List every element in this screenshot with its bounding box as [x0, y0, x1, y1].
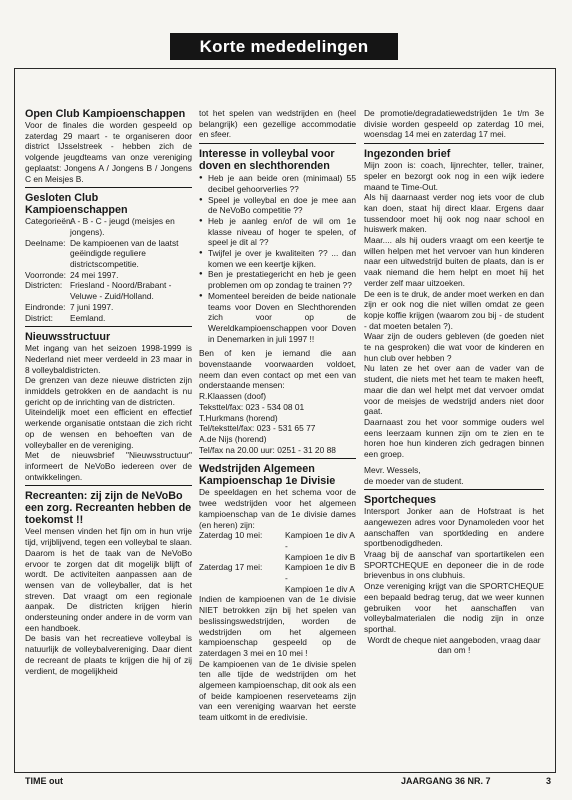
- info-row: Eindronde: 7 juni 1997.: [25, 301, 114, 312]
- contact-line: R.Klaassen (doof): [199, 391, 267, 402]
- ingezonden-brief-heading: Ingezonden brief: [364, 148, 451, 161]
- schedule-row: Kampioen 1e div A: [285, 583, 355, 594]
- list-item: ● Heb je aanleg en/of de wil om 1e klasse niveau of hoger te spelen, of speel je dit al ??: [208, 216, 356, 248]
- page-title: Korte mededelingen: [170, 33, 398, 60]
- doven-bullet-list: [199, 173, 356, 344]
- gesloten-club-heading: Gesloten Club Kampioenschappen: [25, 192, 128, 217]
- sportcheques-heading: Sportcheques: [364, 494, 436, 507]
- wedstrijden-heading: Wedstrijden Algemeen Kampioenschap 1e Divisie: [199, 463, 336, 488]
- paragraph: Mijn zoon is: coach, lijnrechter, teller, trainer, speler en bezorgt ook nog in een wijk iedere maand te Time-Out.: [364, 160, 544, 192]
- paragraph: Ben of ken je iemand die aan bovenstaande voorwaarden voldoet, neem dan even contact op met een van onderstaande mensen:: [199, 348, 356, 391]
- divider: [364, 143, 544, 144]
- paragraph: tot het spelen van wedstrijden en (heel belangrijk) een gezellige accommodatie en sfeer.: [199, 108, 356, 140]
- divider: [364, 489, 544, 490]
- contact-line: Teksttel/fax: 023 - 534 08 01: [199, 401, 305, 412]
- paragraph: Vraag bij de aanschaf van sportartikelen een SPORTCHEQUE en deponeer die in de rode brievenbus in ons clubhuis.: [364, 549, 544, 581]
- paragraph: De promotie/degradatiewedstrijden 1e t/m 3e divisie worden gespeeld op zaterdag 10 mei, woensdag 14 mei en zaterdag 17 mei.: [364, 108, 544, 140]
- info-row: Deelname: De kampioenen van de laatst geëindigde reguliere districtscompetitie.: [25, 237, 179, 270]
- open-club-text: Voor de finales die worden gespeeld op zaterdag 29 maart - te organiseren door district IJsselstreek - hebben zich de volgende jeugdteams van onze vereniging geplaatst: Jongens A / Jongens B / Jongens C en Meisjes B.: [25, 120, 192, 184]
- info-row: District: Eemland.: [25, 312, 106, 323]
- signature-role: de moeder van de student.: [364, 475, 464, 486]
- schedule-row: Zaterdag 17 mei: Kampioen 1e div B -: [199, 562, 356, 584]
- paragraph: Als hij daarnaast verder nog iets voor de club kan doen, staat hij direct klaar. Ergens daar tussendoor moet hij ook nog naar school en huiswerk maken.: [364, 192, 544, 235]
- divider: [199, 143, 356, 144]
- paragraph: Intersport Jonker aan de Hofstraat is het aangewezen adres voor Dynamoleden voor het aanschaffen van sportkleding en andere sportbenodigdheden.: [364, 506, 544, 549]
- info-row: Voorronde: 24 mei 1997.: [25, 269, 119, 280]
- paragraph: De kampioenen van de 1e divisie spelen ten alle tijde de wedstrijden om het algemeen kampioenschap, dit ook als een of beide kampioenen reserveteams zijn van een vereniging waarvan het eerste team uitkomt in de eredivisie.: [199, 658, 356, 723]
- paragraph: Waar zijn de ouders gebleven (de goeden niet te na gesproken) die wat voor de kinderen en hun club over hebben ?: [364, 331, 544, 363]
- paragraph: Met de nieuwsbrief "Nieuwsstructuur" informeert de NeVoBo iedereen over de ontwikkelingen.: [25, 450, 192, 482]
- paragraph: Met ingang van het seizoen 1998-1999 is Nederland niet meer verdeeld in 23 maar in 8 volleybaldistricten.: [25, 343, 192, 375]
- list-item: ● Twijfel je over je kwaliteiten ?? ... dan komen we een keertje kijken.: [208, 248, 356, 269]
- match-schedule: [199, 530, 356, 594]
- divider: [199, 458, 356, 459]
- divider: [25, 326, 192, 327]
- paragraph: De speeldagen en het schema voor de twee wedstrijden voor het algemeen kampioenschap van de 1e divisie dames (en heren) zijn:: [199, 487, 356, 530]
- contact-line: Tel/teksttel/fax: 023 - 531 65 77: [199, 423, 316, 434]
- column-2: [199, 108, 356, 723]
- list-item: ● Speel je volleybal en doe je mee aan de NeVoBo competitie ??: [208, 195, 356, 216]
- column-1: [25, 108, 192, 676]
- contact-line: Tel/fax na 20.00 uur: 0251 - 31 20 88: [199, 444, 336, 455]
- column-3: [364, 108, 544, 656]
- info-row: Districten: Friesland - Noord/Brabant - Veluwe - Zuid/Holland.: [25, 280, 172, 302]
- contact-line: T.Hurkmans (horend): [199, 412, 278, 423]
- paragraph: Daarnaast zou het voor sommige ouders wel eens leerzaam kunnen zijn om te zien en te horen hoe hun kinderen zich gedragen binnen een groep.: [364, 416, 544, 460]
- issue-number: JAARGANG 36 NR. 7: [401, 776, 491, 786]
- paragraph: Wordt de cheque niet aangeboden, vraag daar dan om !: [367, 634, 541, 656]
- open-club-heading: Open Club Kampioenschappen: [25, 108, 186, 120]
- paragraph: Maar.... als hij ouders vraagt om een keertje te willen helpen met het vervoer van hun kinderen naar een uitwedstrijd buiten de plaats, dan is er vaak niemand die hem helpt en moet hij het verder zelf maar uitzoeken.: [364, 235, 544, 288]
- schedule-row: Zaterdag 10 mei: Kampioen 1e div A -: [199, 530, 355, 551]
- contact-line: A.de Nijs (horend): [199, 433, 267, 444]
- doven-heading: Interesse in volleybal voor doven en slechthorenden: [199, 148, 335, 173]
- list-item: ● Heb je aan beide oren (minimaal) 55 decibel gehoorverlies ??: [208, 173, 356, 194]
- schedule-row: Kampioen 1e div B: [285, 551, 356, 562]
- paragraph: Indien de kampioenen van de 1e divisie NIET betrokken zijn bij het spelen van beslissingswedstrijden, worden de wedstrijden om het algemeen kampioenschap gespeeld op de zaterdagen 3 mei en 10 mei !: [199, 594, 356, 658]
- list-item: ● Ben je prestatiegericht en heb je geen problemen om op zondag te trainen ??: [208, 269, 356, 290]
- paragraph: De grenzen van deze nieuwe districten zijn inmiddels getrokken en de aandacht is nu gericht op de inrichting van de districten.: [25, 375, 192, 407]
- nieuwsstructuur-heading: Nieuwsstructuur: [25, 331, 111, 344]
- paragraph: De basis van het recreatieve volleybal is natuurlijk de volleybalvereniging. Daar dient de recreant de plaats te krijgen die hij of zij verdient, de mogelijkheid: [25, 633, 192, 676]
- divider: [25, 485, 192, 486]
- signature-name: Mevr. Wessels,: [364, 464, 421, 475]
- contact-list: [199, 391, 356, 455]
- page-number: 3: [546, 776, 552, 786]
- list-item: ● Momenteel bereiden de beide nationale teams voor Doven en Slechthorenden zich voor op de Wereldkampioenschappen voor Doven in Denemarken in juli 1997 !!: [208, 291, 356, 345]
- paragraph: Veel mensen vinden het fijn om in hun vrije tijd, vrijblijvend, tegen een volleybal te slaan. Daarom is het de taak van de NeVoBo ervoor te zorgen dat dit mogelijk blijft of wordt. De activiteiten aanpassen aan de wensen van de volleyballer, dat is het streven. Dat vraagt om een regionale aanpak. De districten krijgen hierin ondersteuning onder andere in de vorm van een handboek.: [25, 526, 192, 633]
- divider: [25, 187, 192, 188]
- gesloten-info-list: [25, 216, 192, 323]
- paragraph: Onze vereniging krijgt van die SPORTCHEQUE een bepaald bedrag terug, dat we weer kunnen gebruiken voor het aanschaffen van volleybalmaterialen die nodig zijn in onze sporthal.: [364, 581, 544, 634]
- paragraph: Uiteindelijk moet een efficient en effectief werkende organisatie ontstaan die zich richt op de wensen en behoeften van de volleyballer en de vereniging.: [25, 407, 192, 450]
- paragraph: Nu laten ze het over aan de vader van de student, die niets met het team te maken heeft, maar die dan wel helpt met dat vervoer omdat voor de meisjes de wedstrijd anders niet door gaat.: [364, 363, 544, 417]
- magazine-name: TIME out: [25, 776, 63, 786]
- paragraph: De een is te druk, de ander moet werken en dan zijn er ook nog die niet willen omdat ze geen kopje koffie krijgen (waarom zou bij - de student - dat moeten betalen ?).: [364, 288, 544, 331]
- info-row: Categorieën: A - B - C - jeugd (meisjes en jongens).: [25, 216, 175, 237]
- recreanten-heading: Recreanten: zij zijn de NeVoBo een zorg. Recreanten hebben de toekomst !!: [25, 490, 192, 527]
